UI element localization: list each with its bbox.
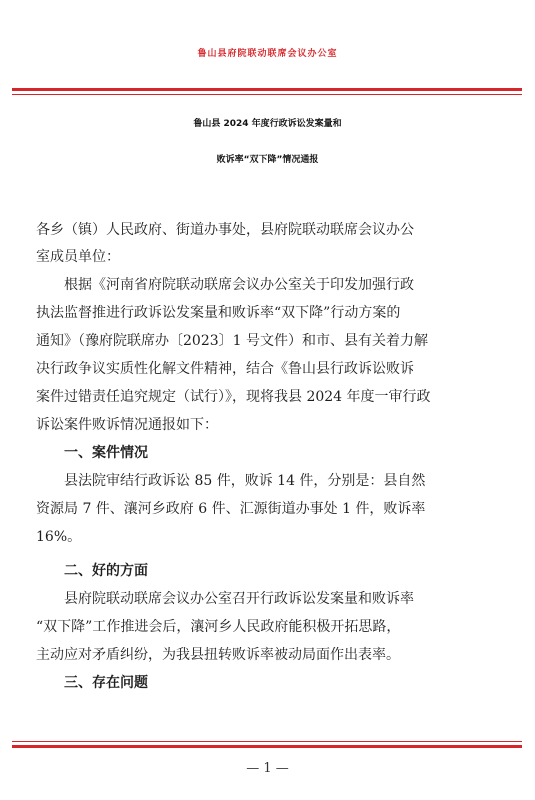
- masthead-title: 鲁山县府院联动联席会议办公室: [197, 49, 338, 59]
- document-title-line-2: 败诉率“双下降”情况通报: [216, 155, 319, 165]
- salutation-line-1: 各乡（镇）人民政府、街道办事处，县府院联动联席会议办公: [36, 222, 414, 238]
- intro-line-3: 通知》（豫府院联席办〔2023〕1 号文件）和市、县有关着力解: [36, 333, 428, 349]
- footer-rule-thin: [12, 741, 522, 742]
- section-1-line-1: 县法院审结行政诉讼 85 件，败诉 14 件，分别是：县自然: [64, 473, 426, 489]
- section-2-heading: 二、好的方面: [64, 563, 148, 579]
- section-2-line-3: 主动应对矛盾纠纷，为我县扭转败诉率被动局面作出表率。: [36, 647, 400, 663]
- masthead-rule-thick: [12, 88, 522, 91]
- section-2-line-1: 县府院联动联席会议办公室召开行政诉讼发案量和败诉率: [64, 591, 414, 607]
- page-number: — 1 —: [246, 761, 289, 776]
- intro-line-4: 决行政争议实质性化解文件精神，结合《鲁山县行政诉讼败诉: [36, 361, 414, 377]
- intro-line-1: 根据《河南省府院联动联席会议办公室关于印发加强行政: [64, 277, 414, 293]
- section-1-heading: 一、案件情况: [64, 445, 148, 461]
- section-3-heading: 三、存在问题: [64, 675, 148, 691]
- intro-line-6: 诉讼案件败诉情况通报如下：: [36, 417, 218, 433]
- section-2-line-2: “双下降”工作推进会后，瀼河乡人民政府能积极开拓思路，: [36, 619, 401, 635]
- footer-rule-thick: [12, 745, 522, 748]
- masthead-rule-thin: [12, 94, 522, 95]
- intro-line-5: 案件过错责任追究规定（试行）》，现将我县 2024 年度一审行政: [36, 389, 431, 405]
- salutation-line-2: 室成员单位：: [36, 249, 120, 265]
- section-1-line-2: 资源局 7 件、瀼河乡政府 6 件、汇源街道办事处 1 件，败诉率: [36, 501, 426, 517]
- document-title-line-1: 鲁山县 2024 年度行政诉讼发案量和: [193, 119, 342, 129]
- intro-line-2: 执法监督推进行政诉讼发案量和败诉率“双下降”行动方案的: [36, 305, 401, 321]
- section-1-line-3: 16%。: [36, 529, 82, 545]
